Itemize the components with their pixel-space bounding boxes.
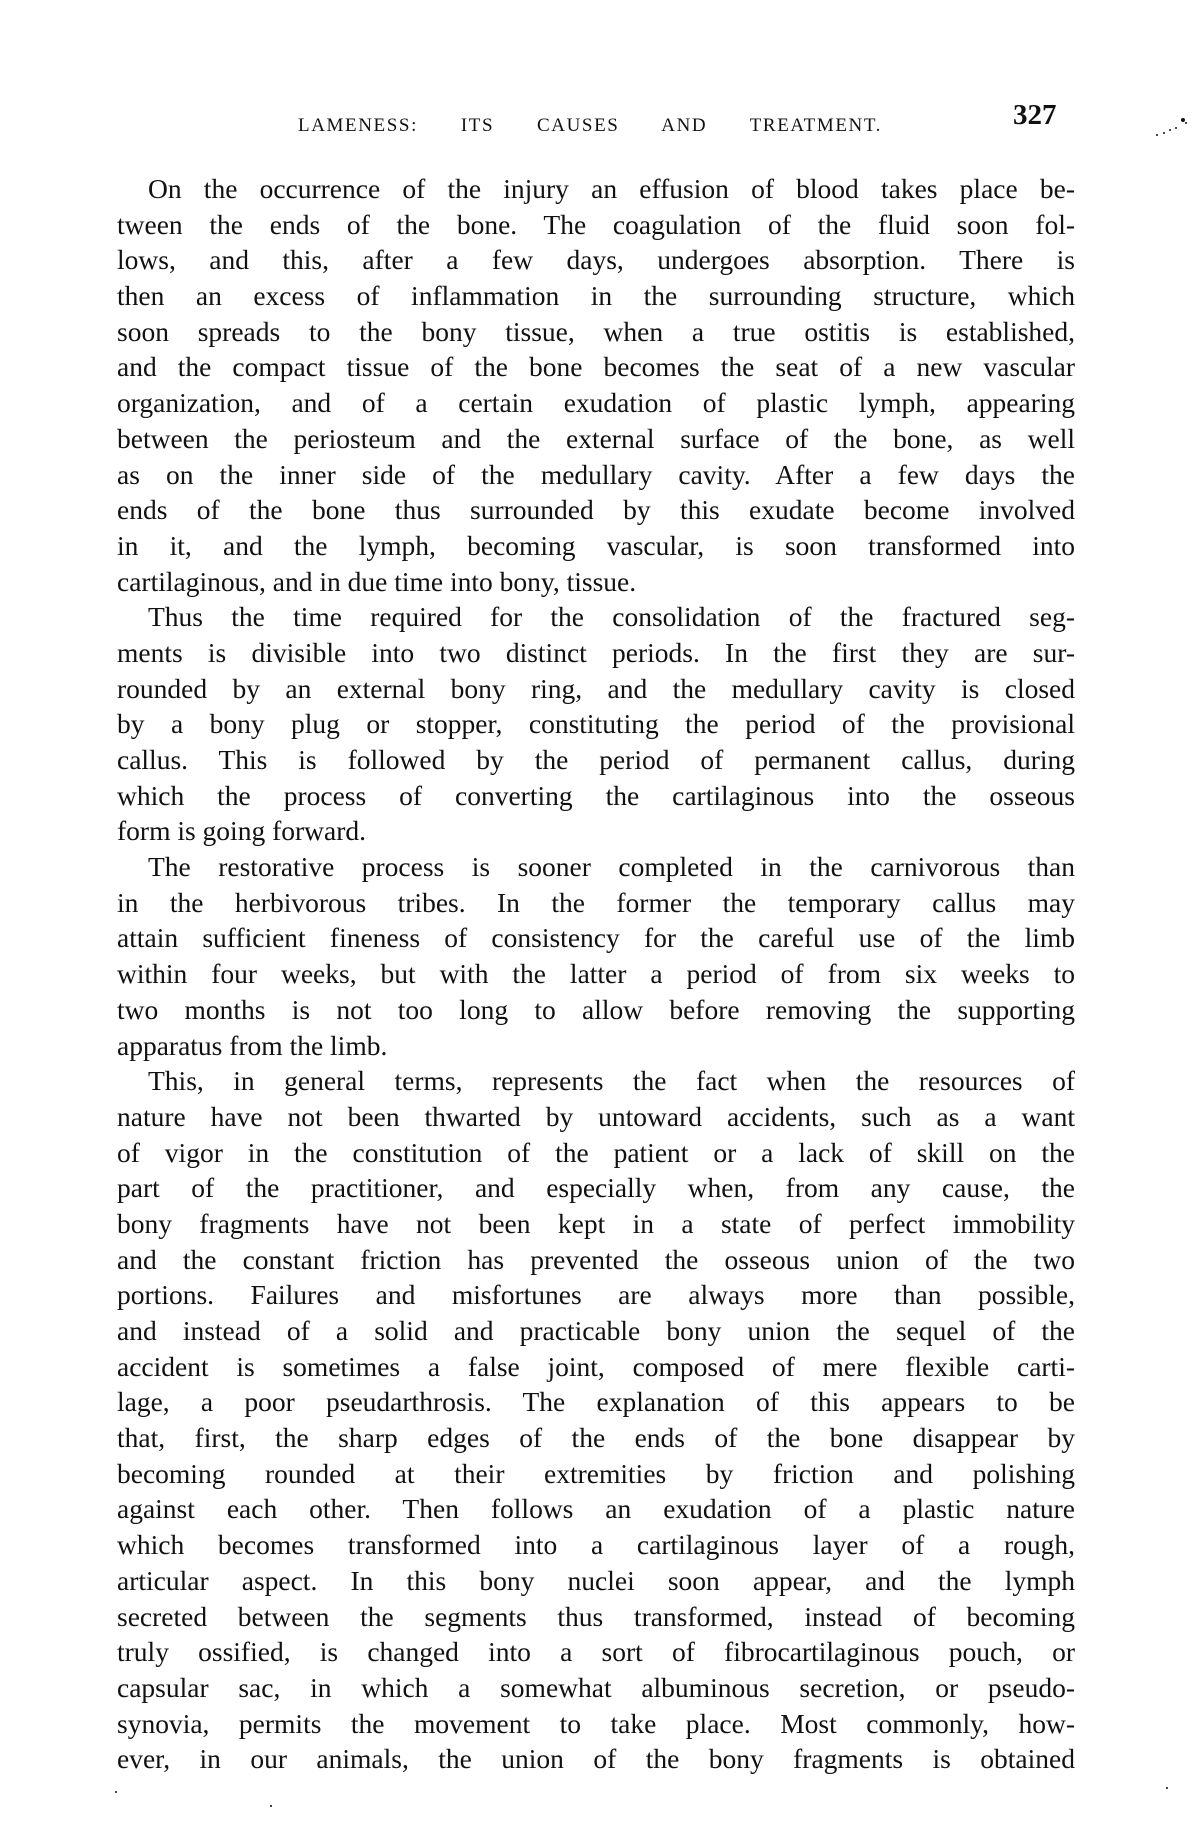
text-line: nature have not been thwarted by untoward accidents, such as a want [117,1100,1075,1132]
text-line: cartilaginous, and in due time into bony, tissue. [117,565,637,597]
text-line: soon spreads to the bony tissue, when a true ostitis is established, [117,315,1075,347]
text-line: secreted between the segments thus transformed, instead of becoming [117,1600,1075,1632]
text-line: two months is not too long to allow before removing the supporting [117,993,1075,1025]
running-head: LAMENESS: ITS CAUSES AND TREATMENT. [298,115,882,136]
text-line: of vigor in the constitution of the patient or a lack of skill on the [117,1136,1075,1168]
text-line: attain sufficient fineness of consistency for the careful use of the limb [117,922,1075,954]
text-line: then an excess of inflammation in the surrounding structure, which [117,280,1075,312]
text-line: and the constant friction has prevented the osseous union of the two [117,1243,1075,1275]
paragraph-1 [117,171,1075,599]
text-line: by a bony plug or stopper, constituting the period of the provisional [117,708,1075,740]
text-line: and the compact tissue of the bone becomes the seat of a new vascular [117,351,1075,383]
text-line: accident is sometimes a false joint, composed of mere flexible carti- [117,1350,1075,1382]
text-line: On the occurrence of the injury an effusion of blood takes place be- [148,173,1075,204]
text-line: callus. This is followed by the period of permanent callus, during [117,744,1075,775]
text-line: that, first, the sharp edges of the ends of the bone disappear by [117,1422,1075,1454]
scan-speck [115,1791,117,1793]
text-line: within four weeks, but with the latter a period of from six weeks to [117,958,1075,990]
text-line: and instead of a solid and practicable bony union the sequel of the [117,1315,1075,1346]
text-line: which becomes transformed into a cartilaginous layer of a rough, [117,1529,1075,1561]
scan-speck [1156,134,1158,136]
text-line: synovia, permits the movement to take place. Most commonly, how- [117,1707,1075,1739]
scan-speck [1163,132,1165,134]
text-line: The restorative process is sooner completed in the carnivorous than [148,851,1075,883]
paragraph-3 [117,849,1075,1063]
text-line: organization, and of a certain exudation of plastic lymph, appearing [117,387,1075,419]
scan-speck [1175,127,1177,129]
text-line: ends of the bone thus surrounded by this exudate become involved [117,494,1075,526]
text-line: form is going forward. [117,815,366,847]
text-line: capsular sac, in which a somewhat albuminous secretion, or pseudo- [117,1671,1075,1703]
text-line: This, in general terms, represents the fact when the resources of [148,1065,1075,1097]
text-line: portions. Failures and misfortunes are always more than possible, [117,1279,1075,1311]
paragraph-4 [117,1063,1075,1777]
text-line: in it, and the lymph, becoming vascular, is soon transformed into [117,529,1075,561]
text-line: lows, and this, after a few days, undergoes absorption. There is [117,244,1075,276]
text-line: tween the ends of the bone. The coagulation of the fluid soon fol- [117,208,1075,240]
text-line: becoming rounded at their extremities by friction and polishing [117,1457,1075,1489]
text-line: bony fragments have not been kept in a state of perfect immobility [117,1207,1075,1239]
text-line: ments is divisible into two distinct periods. In the first they are sur- [117,636,1075,668]
text-line: in the herbivorous tribes. In the former the temporary callus may [117,886,1075,918]
body-text [117,171,1075,1777]
text-line: ever, in our animals, the union of the bony fragments is obtained [117,1743,1075,1775]
text-line: lage, a poor pseudarthrosis. The explanation of this appears to be [117,1386,1075,1418]
text-line: between the periosteum and the external surface of the bone, as well [117,422,1075,454]
text-line: which the process of converting the cartilaginous into the osseous [117,779,1075,811]
page-number: 327 [1013,99,1057,131]
text-line: part of the practitioner, and especially when, from any cause, the [117,1172,1075,1204]
text-line: rounded by an external bony ring, and the medullary cavity is closed [117,672,1075,704]
paragraph-2 [117,599,1075,849]
scan-speck [1166,1787,1168,1789]
text-line: as on the inner side of the medullary cavity. After a few days the [117,458,1075,490]
text-line: against each other. Then follows an exudation of a plastic nature [117,1493,1075,1525]
scan-specks [1160,118,1200,138]
scan-speck [270,1805,272,1807]
text-line: Thus the time required for the consolidation of the fractured seg- [148,601,1075,633]
scan-speck [1185,122,1187,124]
text-line: apparatus from the limb. [117,1029,388,1061]
text-line: truly ossified, is changed into a sort of fibrocartilaginous pouch, or [117,1636,1075,1668]
text-line: articular aspect. In this bony nuclei soon appear, and the lymph [117,1564,1075,1596]
scan-speck [1169,129,1171,131]
